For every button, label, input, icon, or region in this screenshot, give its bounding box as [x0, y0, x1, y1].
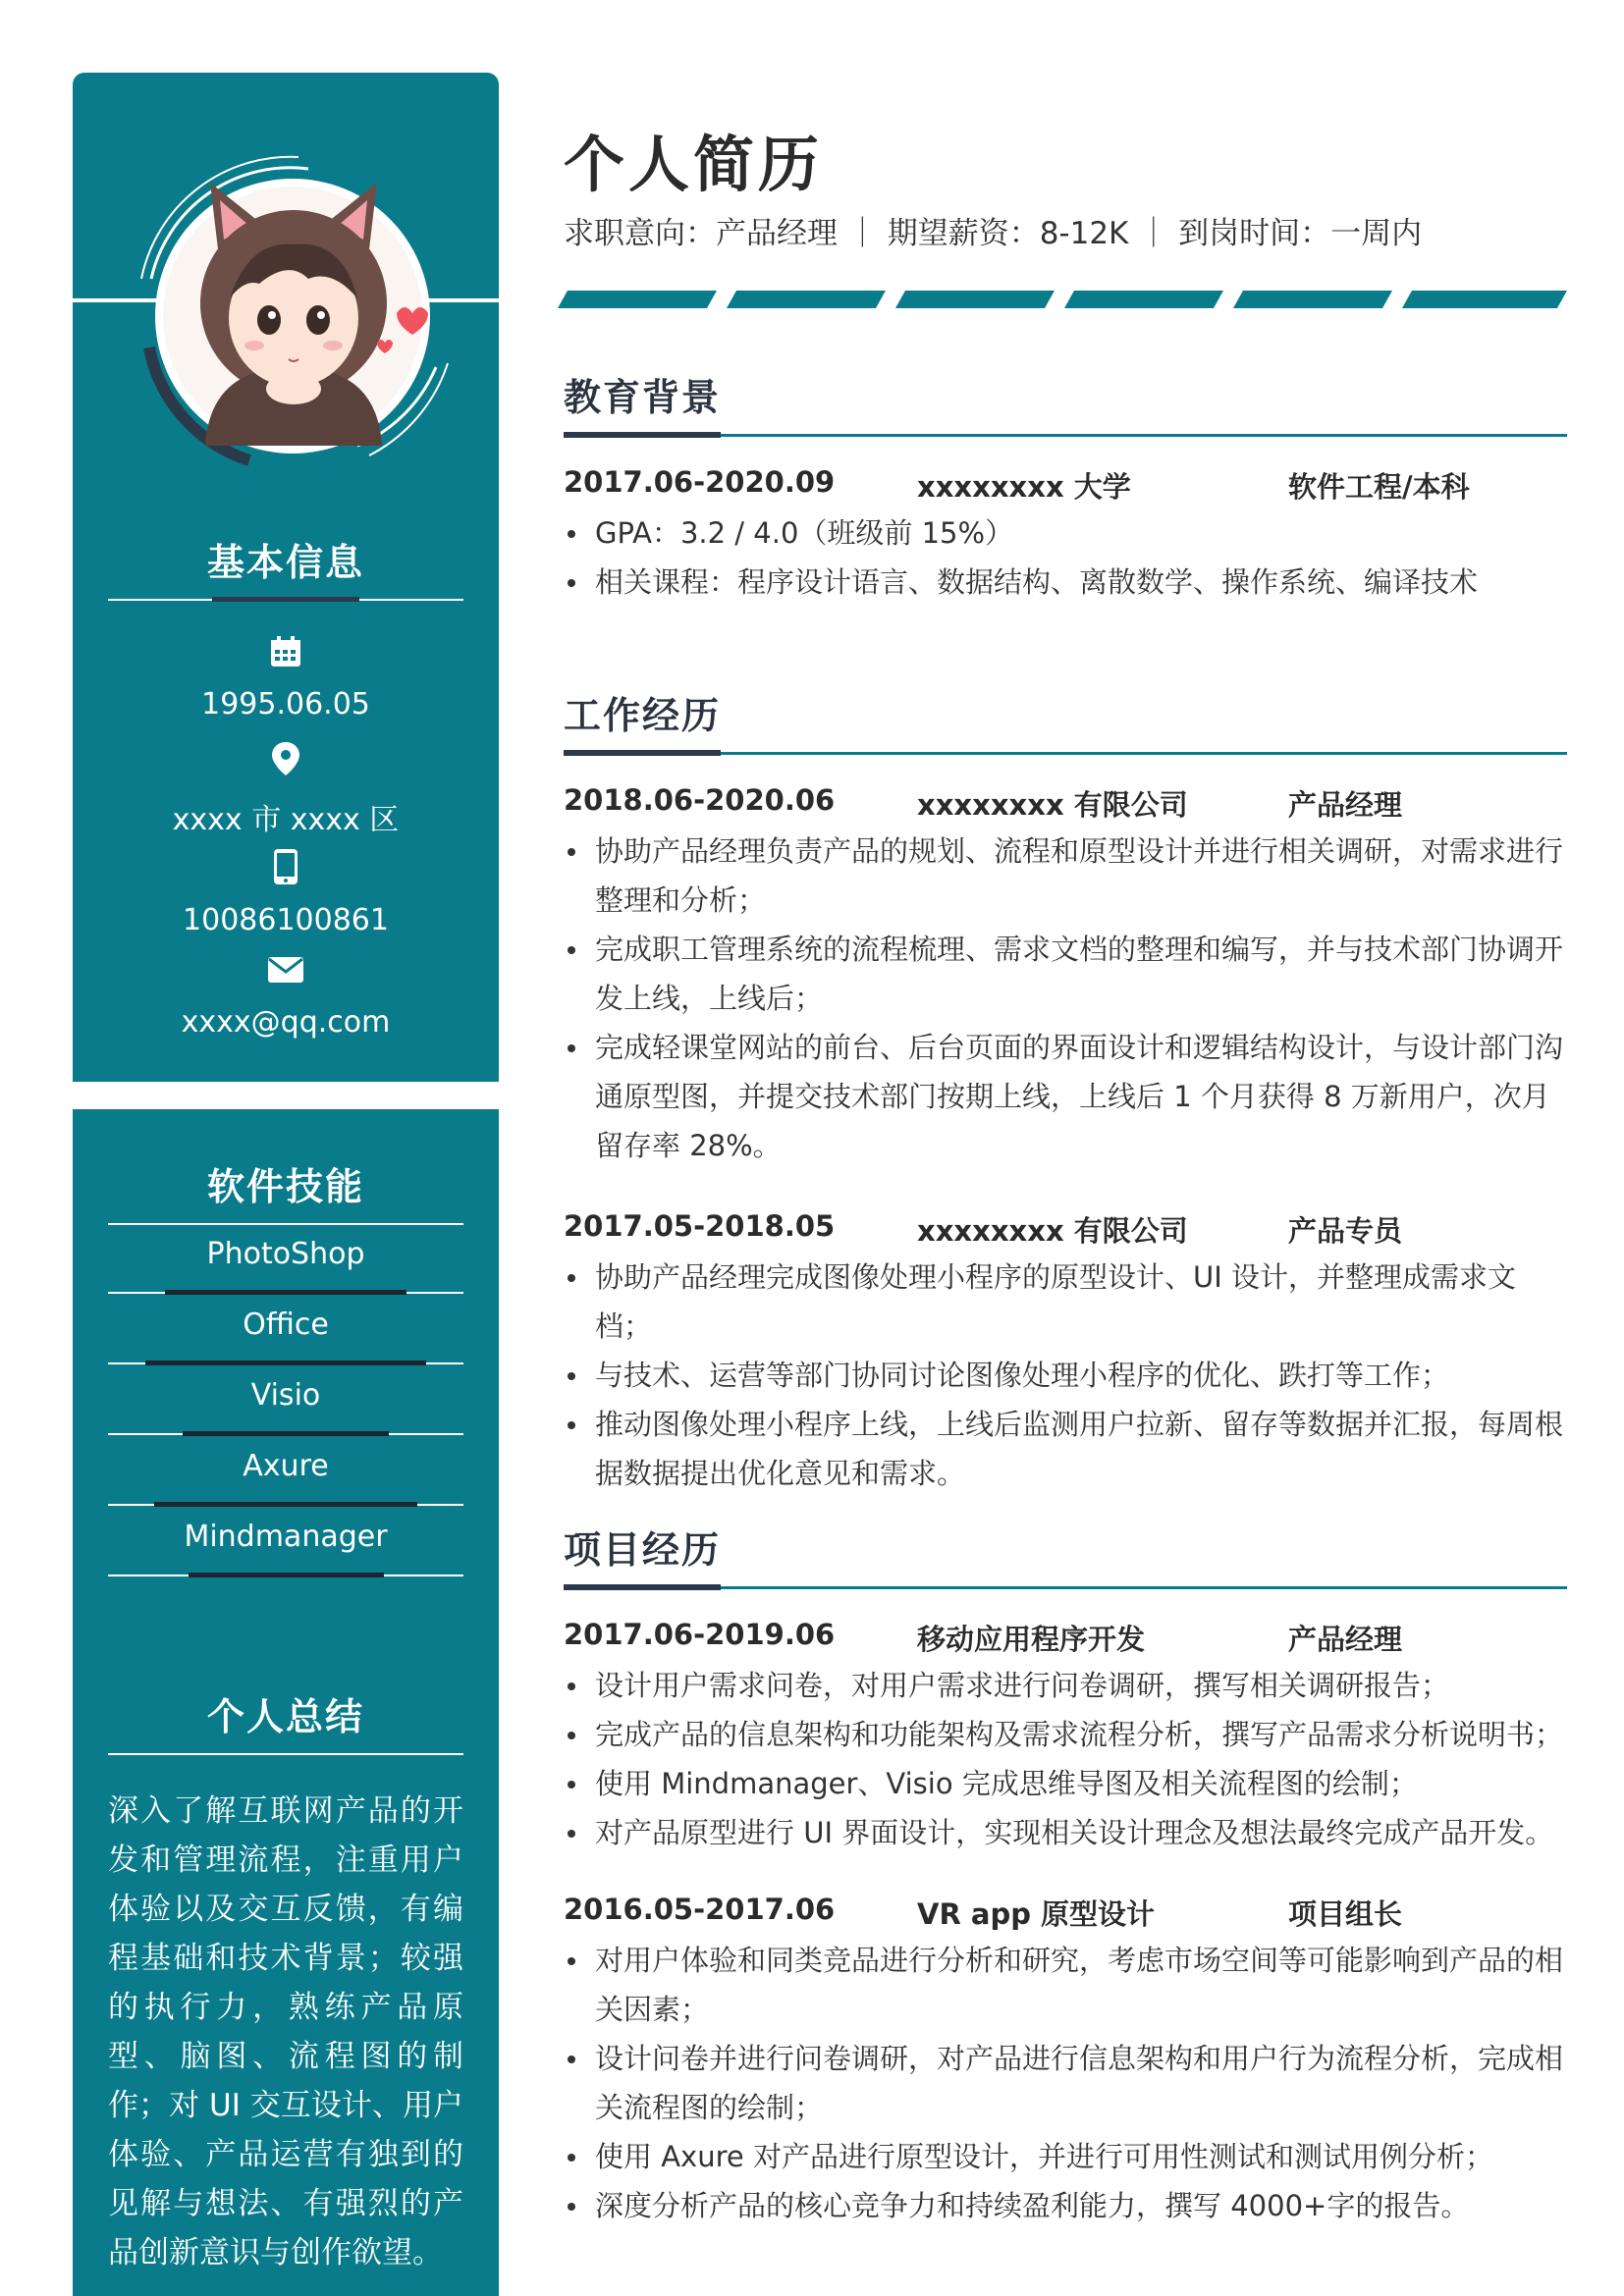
skill-name: Office [243, 1308, 329, 1342]
list-item: 设计问卷并进行问卷调研，对产品进行信息架构和用户行为流程分析，完成相关流程图的绘制； [564, 2034, 1567, 2132]
entry-date: 2017.05-2018.05 [564, 1209, 836, 1243]
avatar-rings [112, 132, 465, 485]
skill-level-bar [165, 1290, 406, 1295]
phone-text: 10086100861 [183, 903, 389, 937]
location-icon [73, 740, 499, 781]
list-item: 完成职工管理系统的流程梳理、需求文档的整理和编写，并与技术部门协调开发上线，上线后； [564, 925, 1567, 1023]
list-item: 对用户体验和同类竞品进行分析和研究，考虑市场空间等可能影响到产品的相关因素； [564, 1936, 1567, 2034]
project-bullets-1 [564, 1661, 1567, 1857]
work-bullets-2 [564, 1253, 1567, 1498]
entry-date: 2017.06-2020.09 [564, 465, 836, 499]
birthdate-text: 1995.06.05 [201, 687, 370, 721]
summary-text: 深入了解互联网产品的开发和管理流程，注重用户体验以及交互反馈，有编程基础和技术背景；较强的执行力，熟练产品原型、脑图、流程图的制作；对 UI 交互设计、用户体验、产品运营有独到的见解与想法、有强烈的产品创新意识与创作欲望。 [108, 1793, 463, 2270]
list-item: 深度分析产品的核心竞争力和持续盈利能力，撰写 4000+字的报告。 [564, 2181, 1567, 2230]
sidebar-profile-panel [73, 73, 499, 1082]
email-text: xxxx@qq.com [181, 1005, 391, 1040]
entry-date: 2017.06-2019.06 [564, 1618, 836, 1651]
entry-org: xxxxxxxx 有限公司 [917, 1214, 1188, 1248]
projects-rule-accent [564, 1584, 721, 1590]
education-title: 教育背景 [564, 376, 722, 419]
list-item: GPA：3.2 / 4.0（班级前 15%） [564, 508, 1567, 558]
work-bullets-1 [564, 827, 1567, 1170]
skill-name: Mindmanager [184, 1520, 388, 1554]
entry-role: 项目组长 [1288, 1897, 1403, 1931]
summary-rule [108, 1753, 463, 1755]
skill-name: Visio [250, 1378, 321, 1413]
skill-level-bar [189, 1573, 384, 1577]
entry-org: xxxxxxxx 有限公司 [917, 788, 1188, 822]
education-bullets [564, 508, 1567, 607]
entry-role: 产品经理 [1288, 1623, 1403, 1656]
skill-level-bar [145, 1361, 426, 1365]
projects-title: 项目经历 [564, 1528, 722, 1572]
entry-date: 2016.05-2017.06 [564, 1893, 836, 1926]
entry-org: 移动应用程序开发 [917, 1623, 1146, 1656]
header-decoration [550, 291, 1571, 308]
entry-date: 2018.06-2020.06 [564, 783, 836, 817]
list-item: 对产品原型进行 UI 界面设计，实现相关设计理念及想法最终完成产品开发。 [564, 1808, 1567, 1857]
list-item: 完成产品的信息架构和功能架构及需求流程分析，撰写产品需求分析说明书； [564, 1710, 1567, 1759]
skill-name: PhotoShop [206, 1237, 365, 1271]
list-item: 相关课程：程序设计语言、数据结构、离散数学、操作系统、编译技术 [564, 558, 1567, 607]
skill-level-bar [183, 1431, 389, 1436]
list-item: 协助产品经理完成图像处理小程序的原型设计、UI 设计，并整理成需求文档； [564, 1253, 1567, 1351]
list-item: 与技术、运营等部门协同讨论图像处理小程序的优化、跌打等工作； [564, 1351, 1567, 1400]
list-item: 完成轻课堂网站的前台、后台页面的界面设计和逻辑结构设计，与设计部门沟通原型图，并提交技术部门按期上线，上线后 1 个月获得 8 万新用户，次月留存率 28%。 [564, 1023, 1567, 1170]
job-intention: 求职意向：产品经理 ｜ 期望薪资：8-12K ｜ 到岗时间：一周内 [564, 216, 1423, 251]
sidebar-skills-panel [73, 1109, 499, 2296]
education-rule-accent [564, 432, 721, 438]
summary-title: 个人总结 [206, 1695, 364, 1738]
entry-role: 产品专员 [1288, 1214, 1403, 1248]
project-bullets-2 [564, 1936, 1567, 2230]
address-text: xxxx 市 xxxx 区 [172, 803, 400, 837]
entry-role: 软件工程/本科 [1288, 470, 1470, 504]
skills-title: 软件技能 [206, 1165, 364, 1208]
entry-org: xxxxxxxx 大学 [917, 470, 1131, 504]
work-title: 工作经历 [564, 694, 722, 737]
list-item: 推动图像处理小程序上线，上线后监测用户拉新、留存等数据并汇报，每周根据数据提出优化意见和需求。 [564, 1400, 1567, 1498]
basic-info-title: 基本信息 [206, 541, 364, 584]
avatar [112, 132, 465, 485]
skill-name: Axure [243, 1449, 329, 1483]
phone-icon [73, 848, 499, 889]
email-icon [73, 956, 499, 988]
list-item: 使用 Mindmanager、Visio 完成思维导图及相关流程图的绘制； [564, 1759, 1567, 1808]
skills-rule [108, 1223, 463, 1225]
list-item: 设计用户需求问卷，对用户需求进行问卷调研，撰写相关调研报告； [564, 1661, 1567, 1710]
calendar-icon [73, 634, 499, 673]
entry-org: VR app 原型设计 [917, 1897, 1156, 1931]
entry-role: 产品经理 [1288, 788, 1403, 822]
page-title: 个人简历 [564, 129, 824, 200]
skill-level-bar [154, 1502, 417, 1507]
list-item: 协助产品经理负责产品的规划、流程和原型设计并进行相关调研，对需求进行整理和分析； [564, 827, 1567, 925]
basic-info-rule-accent [212, 597, 359, 602]
list-item: 使用 Axure 对产品进行原型设计，并进行可用性测试和测试用例分析； [564, 2132, 1567, 2181]
work-rule-accent [564, 750, 721, 756]
